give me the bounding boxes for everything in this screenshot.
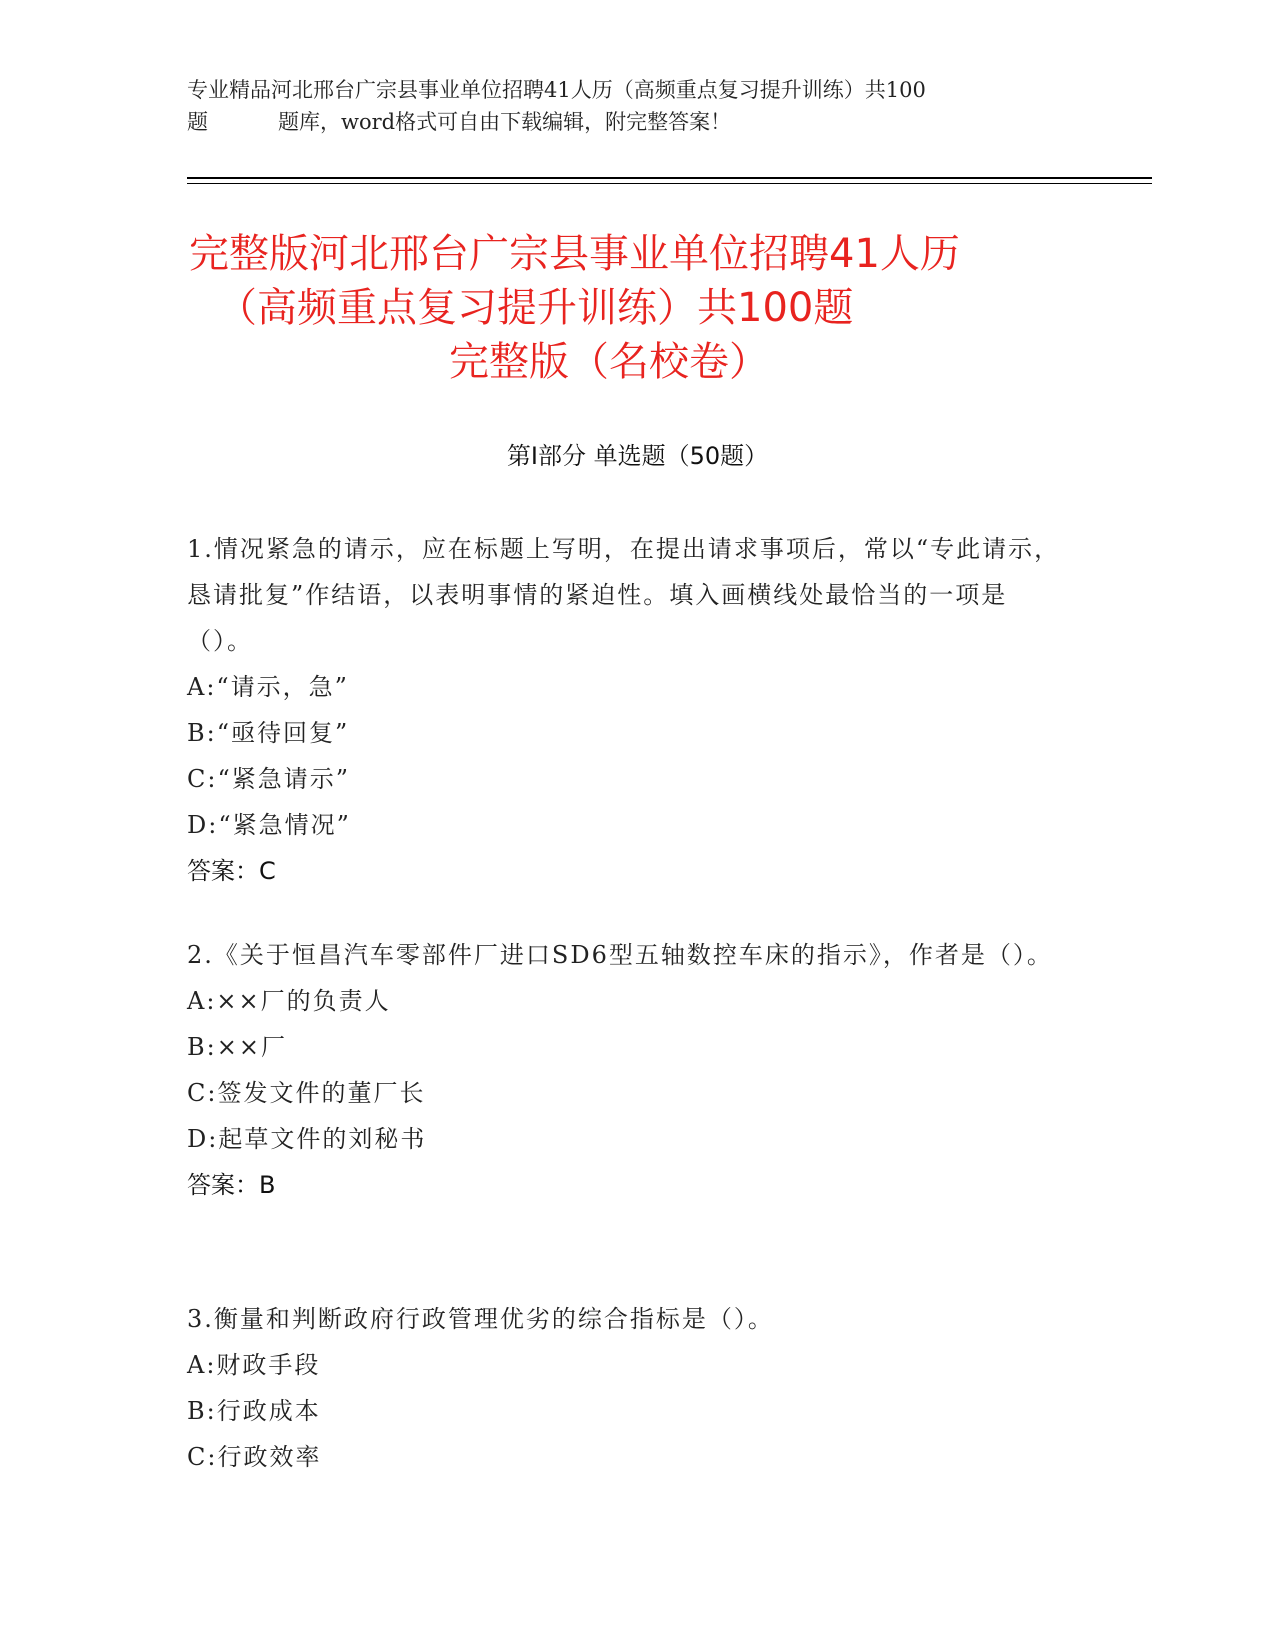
option-b: B:“亟待回复” bbox=[187, 719, 350, 747]
section-heading: 第Ⅰ部分 单选题（50题） bbox=[506, 442, 769, 470]
question-3 bbox=[187, 1296, 1067, 1480]
header-line-2-start: 题 bbox=[187, 110, 208, 134]
option-d: D:“紧急情况” bbox=[187, 811, 351, 839]
question-stem: 1.情况紧急的请示，应在标题上写明，在提出请求事项后，常以“专此请示，恳请批复”作结语，以表明事情的紧迫性。填入画横线处最恰当的一项是（）。 bbox=[187, 535, 1061, 655]
option-c: C:签发文件的董厂长 bbox=[187, 1079, 426, 1107]
option-b: B:××厂 bbox=[187, 1033, 287, 1061]
header-divider-thin bbox=[187, 183, 1152, 184]
title-line-1: 完整版河北邢台广宗县事业单位招聘41人历 bbox=[189, 231, 960, 277]
option-a: A:财政手段 bbox=[187, 1351, 321, 1379]
question-1 bbox=[187, 526, 1067, 894]
title-line-3: 完整版（名校卷） bbox=[449, 339, 769, 385]
answer: 答案：B bbox=[187, 1171, 276, 1199]
question-stem: 3.衡量和判断政府行政管理优劣的综合指标是（）。 bbox=[187, 1305, 774, 1333]
document-title bbox=[187, 227, 1147, 389]
header-line-1: 专业精品河北邢台广宗县事业单位招聘41人历（高频重点复习提升训练）共100 bbox=[187, 78, 926, 102]
header-divider-thick bbox=[187, 177, 1152, 179]
option-a: A:××厂的负责人 bbox=[187, 987, 391, 1015]
option-d: D:起草文件的刘秘书 bbox=[187, 1125, 427, 1153]
header-line-2-rest: 题库，word格式可自由下载编辑，附完整答案！ bbox=[278, 110, 732, 134]
option-c: C:“紧急请示” bbox=[187, 765, 350, 793]
page-header bbox=[187, 74, 1087, 138]
option-a: A:“请示，急” bbox=[187, 673, 349, 701]
question-2 bbox=[187, 932, 1067, 1208]
option-b: B:行政成本 bbox=[187, 1397, 321, 1425]
question-stem: 2.《关于恒昌汽车零部件厂进口SD6型五轴数控车床的指示》，作者是（）。 bbox=[187, 941, 1053, 969]
answer: 答案：C bbox=[187, 857, 276, 885]
option-c: C:行政效率 bbox=[187, 1443, 322, 1471]
title-line-2: （高频重点复习提升训练）共100题 bbox=[217, 285, 854, 331]
header-line-2 bbox=[187, 106, 1087, 138]
